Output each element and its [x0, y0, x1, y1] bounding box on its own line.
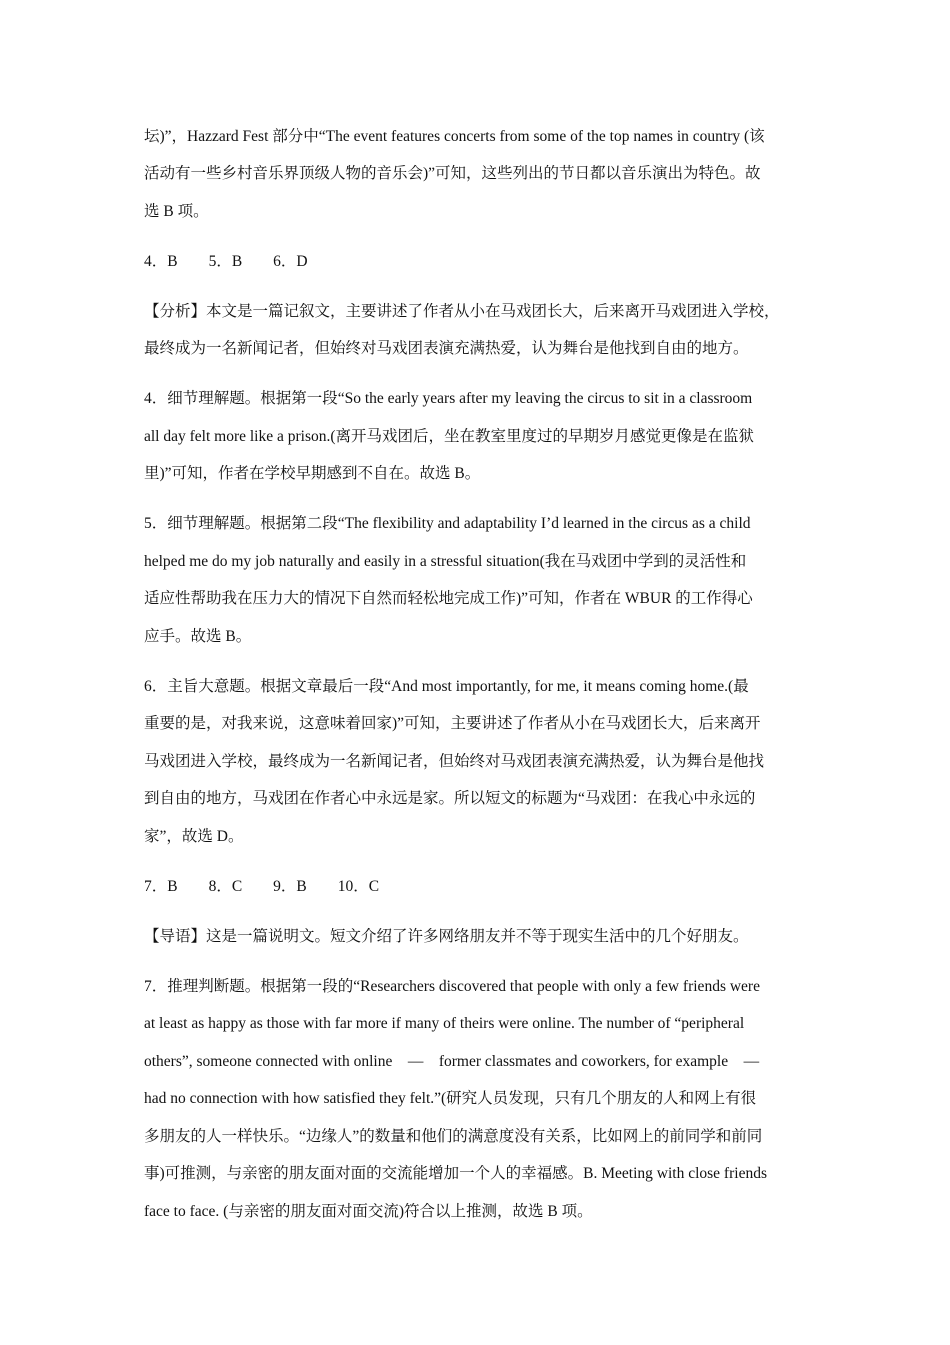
- text-line: 坛)”，Hazzard Fest 部分中“The event features concerts from some of the top names in country (该: [144, 128, 765, 145]
- question-explanation: 7．推理判断题。根据第一段的“Researchers discovered that people with only a few friends were: [144, 978, 760, 995]
- text-line: face to face. (与亲密的朋友面对面交流)符合以上推测，故选 B 项。: [144, 1203, 593, 1220]
- text-line: 活动有一些乡村音乐界顶级人物的音乐会)”可知，这些列出的节日都以音乐演出为特色。故: [144, 165, 761, 182]
- text-line: all day felt more like a prison.(离开马戏团后，坐在教室里度过的早期岁月感觉更像是在监狱: [144, 428, 755, 445]
- answer-line: 4．B 5．B 6．D: [144, 253, 308, 270]
- text-line: 事)可推测，与亲密的朋友面对面的交流能增加一个人的幸福感。B. Meeting with close friends: [144, 1165, 767, 1182]
- text-line: had no connection with how satisfied they felt.”(研究人员发现，只有几个朋友的人和网上有很: [144, 1090, 757, 1107]
- analysis-heading: 【分析】本文是一篇记叙文，主要讲述了作者从小在马戏团长大，后来离开马戏团进入学校，: [144, 303, 780, 320]
- question-explanation: 5．细节理解题。根据第二段“The flexibility and adaptability I’d learned in the circus as a child: [144, 515, 751, 532]
- text-line: 适应性帮助我在压力大的情况下自然而轻松地完成工作)”可知，作者在 WBUR 的工作得心: [144, 590, 753, 607]
- text-line: 重要的是，对我来说，这意味着回家)”可知，主要讲述了作者从小在马戏团长大，后来离开: [144, 715, 761, 732]
- answer-line: 7．B 8．C 9．B 10．C: [144, 878, 380, 895]
- question-explanation: 6．主旨大意题。根据文章最后一段“And most importantly, for me, it means coming home.(最: [144, 678, 749, 695]
- text-line: 马戏团进入学校，最终成为一名新闻记者，但始终对马戏团表演充满热爱，认为舞台是他找: [144, 753, 765, 770]
- text-line: helped me do my job naturally and easily in a stressful situation(我在马戏团中学到的灵活性和: [144, 553, 747, 570]
- text-line: 到自由的地方，马戏团在作者心中永远是家。所以短文的标题为“马戏团：在我心中永远的: [144, 790, 756, 807]
- text-line: 家”，故选 D。: [144, 828, 244, 845]
- guide-heading: 【导语】这是一篇说明文。短文介绍了许多网络朋友并不等于现实生活中的几个好朋友。: [144, 928, 749, 945]
- text-line: 里)”可知，作者在学校早期感到不自在。故选 B。: [144, 465, 481, 482]
- question-explanation: 4．细节理解题。根据第一段“So the early years after my leaving the circus to sit in a classroom: [144, 390, 753, 407]
- text-line: 应手。故选 B。: [144, 628, 252, 645]
- text-line: at least as happy as those with far more if many of theirs were online. The number of “peripheral: [144, 1015, 745, 1032]
- text-line: others”, someone connected with online — former classmates and coworkers, for example —: [144, 1053, 760, 1070]
- text-line: 选 B 项。: [144, 203, 209, 220]
- text-line: 多朋友的人一样快乐。“边缘人”的数量和他们的满意度没有关系，比如网上的前同学和前同: [144, 1128, 763, 1145]
- text-line: 最终成为一名新闻记者，但始终对马戏团表演充满热爱，认为舞台是他找到自由的地方。: [144, 340, 749, 357]
